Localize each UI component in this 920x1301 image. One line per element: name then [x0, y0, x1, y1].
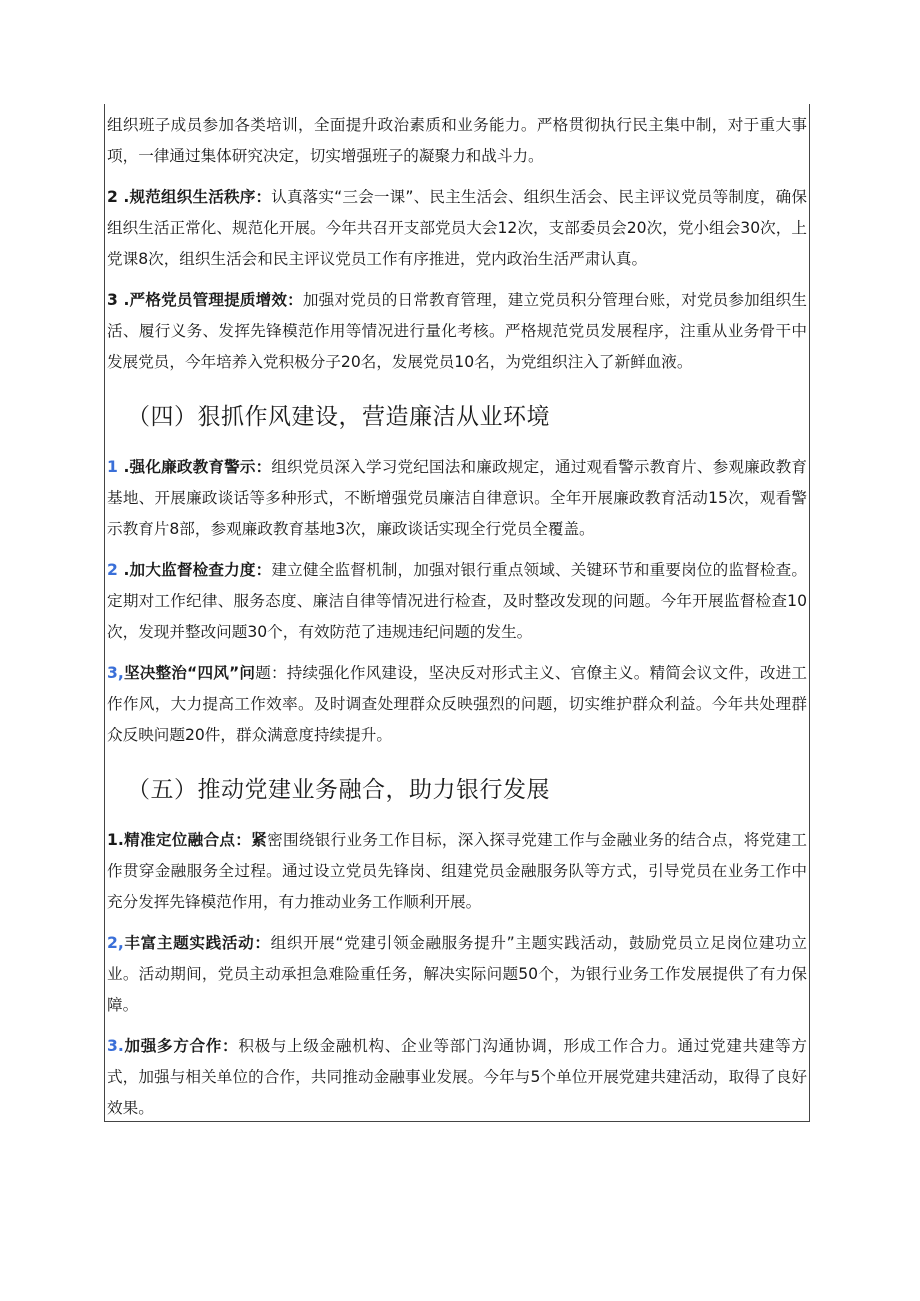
item-separator: . — [117, 291, 130, 309]
item-lead: 加大监督检查力度： — [129, 561, 272, 579]
list-item — [107, 555, 807, 648]
item-lead: 强化廉政教育警示： — [129, 458, 272, 476]
intro-paragraph — [107, 110, 807, 172]
item-body: 密围绕银行业务工作目标，深入探寻党建工作与金融业务的结合点，将党建工作贯穿金融服务全过程。通过设立党员先锋岗、组建党员金融服务队等方式，引导党员在业务工作中充分发挥先锋模范作用，有力推动业务工作顺利开展。 — [107, 831, 807, 911]
item-number: 2 — [107, 561, 118, 579]
section-heading-5: （五）推动党建业务融合，助力银行发展 — [127, 777, 550, 803]
item-lead: 精准定位融合点：紧 — [123, 831, 268, 849]
intro-text: 组织班子成员参加各类培训，全面提升政治素质和业务能力。严格贯彻执行民主集中制，对于重大事项，一律通过集体研究决定，切实增强班子的凝聚力和战斗力。 — [107, 116, 807, 165]
list-item — [107, 825, 807, 918]
item-body: 组织党员深入学习党纪国法和廉政规定，通过观看警示教育片、参观廉政教育基地、开展廉政谈话等多种形式，不断增强党员廉洁自律意识。全年开展廉政教育活动15次，观看警示教育片8部，参观廉政教育基地3次，廉政谈话实现全行党员全覆盖。 — [107, 458, 807, 538]
item-number: 1. — [107, 831, 124, 849]
item-number: 3 — [107, 291, 118, 309]
item-body: 建立健全监督机制，加强对银行重点领域、关键环节和重要岗位的监督检查。定期对工作纪律、服务态度、廉洁自律等情况进行检查，及时整改发现的问题。今年开展监督检查10次，发现并整改问题30个，有效防范了违规违纪问题的发生。 — [107, 561, 807, 641]
item-body: 积极与上级金融机构、企业等部门沟通协调，形成工作合力。通过党建共建等方式，加强与相关单位的合作，共同推动金融事业发展。今年与5个单位开展党建共建活动，取得了良好效果。 — [107, 1037, 807, 1117]
list-item — [107, 1031, 807, 1124]
item-lead: 坚决整治“四风”问 — [123, 664, 256, 682]
item-separator: . — [117, 561, 130, 579]
item-number: 2 — [107, 188, 118, 206]
item-lead: 规范组织生活秩序： — [129, 188, 272, 206]
item-number: 3, — [107, 664, 124, 682]
list-item — [107, 658, 807, 751]
item-number: 1 — [107, 458, 118, 476]
item-body: 题：持续强化作风建设，坚决反对形式主义、官僚主义。精简会议文件，改进工作作风，大力提高工作效率。及时调查处理群众反映强烈的问题，切实维护群众利益。今年共处理群众反映问题20件，群众满意度持续提升。 — [107, 664, 807, 744]
item-number: 2, — [107, 934, 124, 952]
document-content — [107, 110, 807, 1134]
item-separator: . — [117, 458, 130, 476]
list-item — [107, 928, 807, 1021]
item-lead: 加强多方合作： — [123, 1037, 239, 1055]
list-item — [107, 182, 807, 275]
list-item — [107, 452, 807, 545]
list-item — [107, 285, 807, 378]
item-body: 认真落实“三会一课”、民主生活会、组织生活会、民主评议党员等制度，确保组织生活正常化、规范化开展。今年共召开支部党员大会12次，支部委员会20次，党小组会30次，上党课8次，组织生活会和民主评议党员工作有序推进，党内政治生活严肃认真。 — [107, 188, 807, 268]
item-number: 3. — [107, 1037, 124, 1055]
section-heading-4: （四）狠抓作风建设，营造廉洁从业环境 — [127, 404, 550, 430]
item-lead: 丰富主题实践活动： — [123, 934, 271, 952]
item-lead: 严格党员管理提质增效： — [129, 291, 303, 309]
item-body: 加强对党员的日常教育管理，建立党员积分管理台账，对党员参加组织生活、履行义务、发挥先锋模范作用等情况进行量化考核。严格规范党员发展程序，注重从业务骨干中发展党员，今年培养入党积极分子20名，发展党员10名，为党组织注入了新鲜血液。 — [107, 291, 807, 371]
item-separator: . — [117, 188, 130, 206]
item-body: 组织开展“党建引领金融服务提升”主题实践活动，鼓励党员立足岗位建功立业。活动期间，党员主动承担急难险重任务，解决实际问题50个，为银行业务工作发展提供了有力保障。 — [107, 934, 807, 1014]
